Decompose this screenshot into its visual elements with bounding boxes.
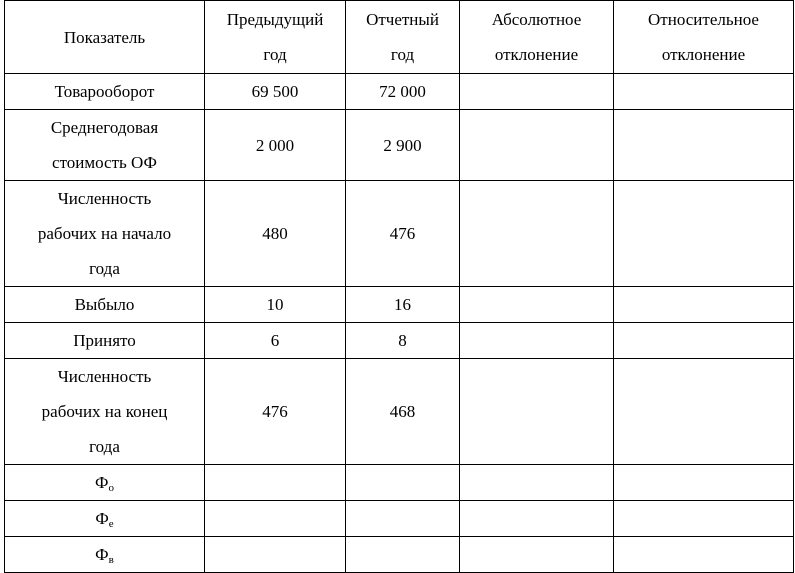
header-absolute-deviation: Абсолютное отклонение	[460, 1, 614, 74]
cell-report	[346, 465, 460, 501]
row-label: $Ф_е$	[5, 501, 205, 537]
cell-previous: 2 000	[205, 110, 346, 181]
cell-relative	[614, 359, 794, 465]
table-row	[5, 110, 794, 181]
cell-report: 8	[346, 323, 460, 359]
header-previous-year: Предыдущий год	[205, 1, 346, 74]
table-row	[5, 287, 794, 323]
cell-absolute	[460, 359, 614, 465]
row-label: Численность рабочих на конец года	[5, 359, 205, 465]
table-row	[5, 465, 794, 501]
cell-absolute	[460, 110, 614, 181]
row-label: $Ф_о$	[5, 465, 205, 501]
row-label: Среднегодовая стоимость ОФ	[5, 110, 205, 181]
table-row	[5, 359, 794, 465]
row-label: $Ф_в$	[5, 537, 205, 573]
cell-relative	[614, 465, 794, 501]
cell-previous: 6	[205, 323, 346, 359]
cell-absolute	[460, 74, 614, 110]
cell-previous: 10	[205, 287, 346, 323]
cell-absolute	[460, 323, 614, 359]
cell-report	[346, 537, 460, 573]
table-row	[5, 181, 794, 287]
header-row	[5, 1, 794, 74]
cell-previous	[205, 501, 346, 537]
cell-report: 72 000	[346, 74, 460, 110]
cell-previous: 69 500	[205, 74, 346, 110]
row-label: Выбыло	[5, 287, 205, 323]
cell-previous	[205, 537, 346, 573]
indicators-table	[4, 0, 794, 573]
cell-absolute	[460, 287, 614, 323]
cell-relative	[614, 537, 794, 573]
cell-previous: 480	[205, 181, 346, 287]
cell-absolute	[460, 465, 614, 501]
header-report-year: Отчетный год	[346, 1, 460, 74]
cell-relative	[614, 501, 794, 537]
table-row	[5, 501, 794, 537]
cell-relative	[614, 110, 794, 181]
row-label: Численность рабочих на начало года	[5, 181, 205, 287]
cell-relative	[614, 74, 794, 110]
cell-report	[346, 501, 460, 537]
table-row	[5, 74, 794, 110]
cell-absolute	[460, 537, 614, 573]
header-indicator: Показатель	[5, 1, 205, 74]
cell-absolute	[460, 181, 614, 287]
cell-relative	[614, 181, 794, 287]
cell-report: 476	[346, 181, 460, 287]
cell-absolute	[460, 501, 614, 537]
row-label: Товарооборот	[5, 74, 205, 110]
cell-previous: 476	[205, 359, 346, 465]
row-label: Принято	[5, 323, 205, 359]
cell-relative	[614, 323, 794, 359]
table-row	[5, 323, 794, 359]
header-relative-deviation: Относительное отклонение	[614, 1, 794, 74]
cell-report: 468	[346, 359, 460, 465]
cell-previous	[205, 465, 346, 501]
table-row	[5, 537, 794, 573]
cell-report: 16	[346, 287, 460, 323]
cell-relative	[614, 287, 794, 323]
cell-report: 2 900	[346, 110, 460, 181]
